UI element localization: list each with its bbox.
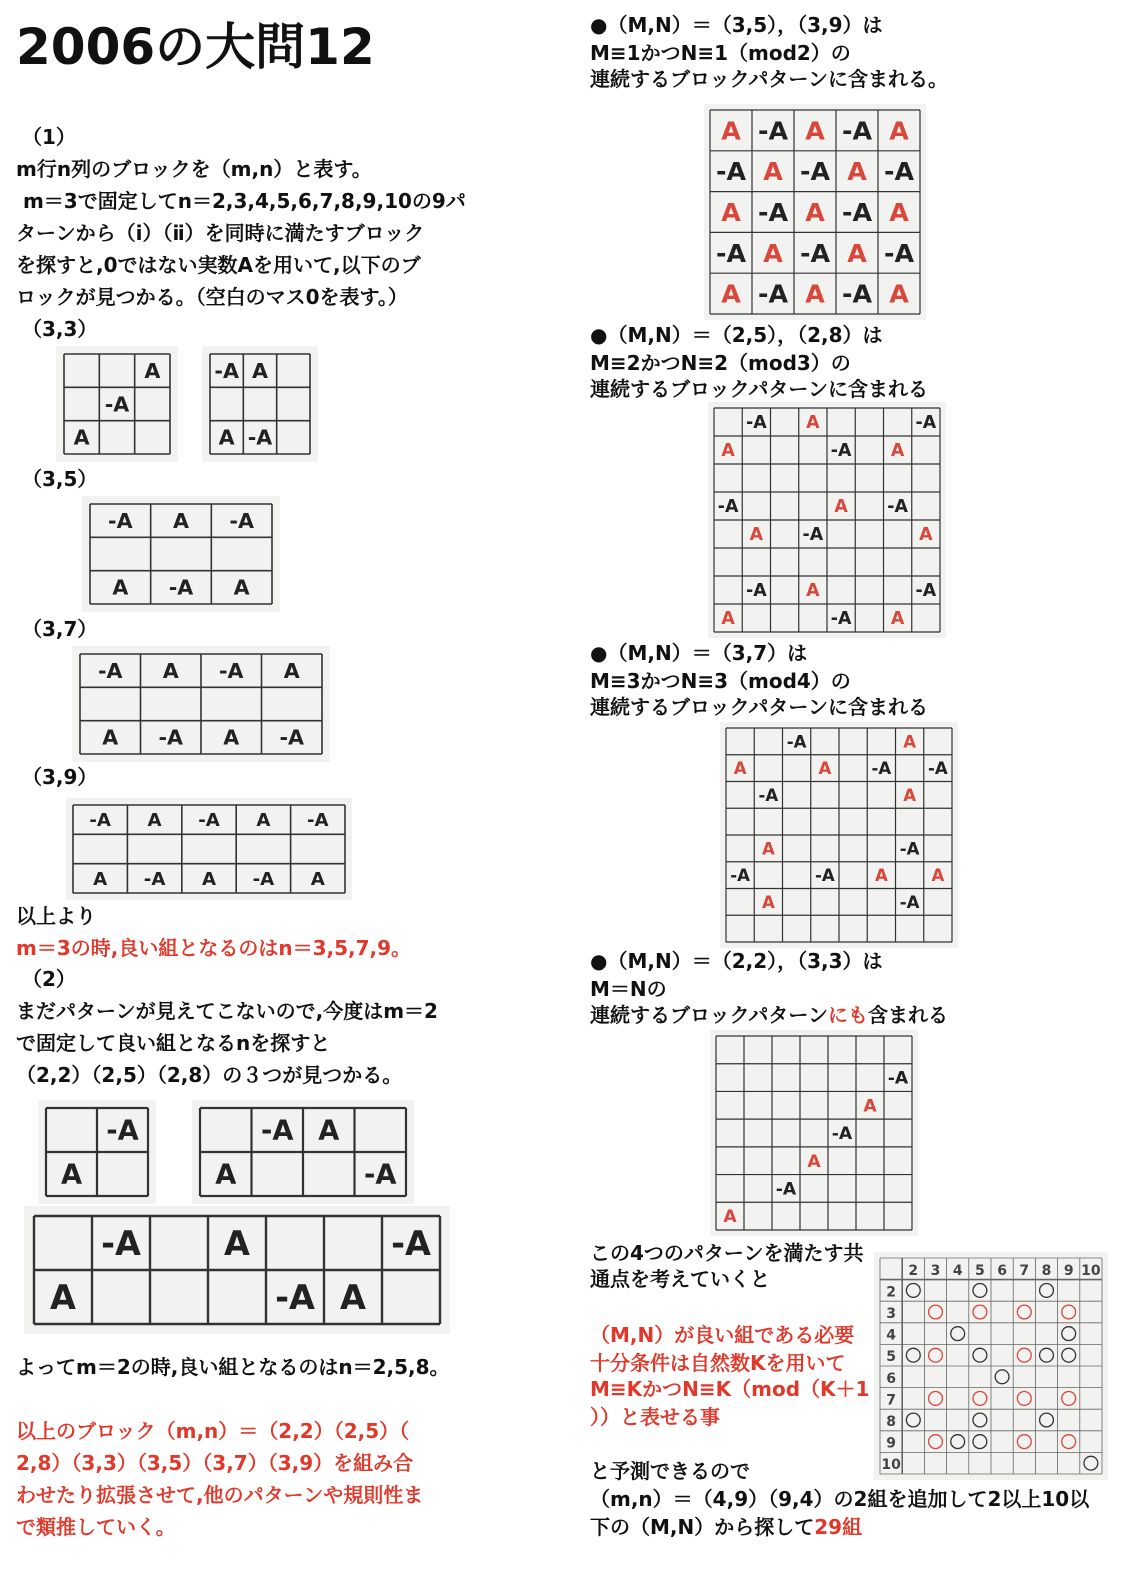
grid-cell-symbol: A <box>749 525 764 546</box>
good-pair-mark <box>973 1348 987 1362</box>
grid-cell-symbol: -A <box>143 868 166 890</box>
grid-cell-symbol: A <box>763 238 783 268</box>
good-pair-mark <box>973 1283 987 1297</box>
grid-cell-symbol: A <box>763 157 783 187</box>
grid-cell-symbol: A <box>218 425 235 450</box>
grid-cell-symbol: -A <box>775 1179 797 1200</box>
bullet-text <box>590 1002 948 1028</box>
good-pair-mark <box>929 1305 943 1319</box>
grid-cell-symbol: A <box>147 810 162 832</box>
grid-cell-symbol: -A <box>715 238 747 268</box>
table-row-header: 8 <box>886 1414 896 1431</box>
part1-text: を探すと,0ではない実数Aを用いて,以下のブ <box>16 253 421 277</box>
bullet-text: ●（M,N）＝（3,7）は <box>590 641 808 665</box>
grid-cell-symbol: -A <box>717 497 739 518</box>
block-2-2 <box>38 1100 156 1204</box>
label-3-3: （3,3） <box>22 317 98 341</box>
grid-cell-symbol: -A <box>218 659 244 683</box>
table-row-header: 5 <box>886 1349 896 1366</box>
grid-cell-symbol: A <box>723 1207 737 1228</box>
summary-highlight: 以上のブロック（m,n）＝（2,2）（2,5）（ <box>16 1419 410 1443</box>
grid-cell-symbol: -A <box>252 868 275 890</box>
bullet-text: M≡3かつN≡3（mod4）の <box>590 669 851 693</box>
label-3-5: （3,5） <box>22 467 98 491</box>
prediction-text: と予測できるので <box>590 1459 750 1483</box>
grid-cell-symbol: -A <box>261 1115 294 1147</box>
grid-cell-symbol: -A <box>786 732 807 752</box>
condition-highlight: 十分条件は自然数Kを用いて <box>590 1351 846 1375</box>
block-2-2-grid <box>38 1100 156 1204</box>
table-col-header: 7 <box>1019 1262 1030 1279</box>
good-pair-mark <box>1017 1305 1031 1319</box>
grid-cell-symbol: -A <box>168 575 194 600</box>
grid-cell-symbol: -A <box>757 279 789 309</box>
good-pair-mark <box>951 1435 965 1449</box>
condition-highlight: ））と表せる事 <box>590 1405 720 1429</box>
grid-cell-symbol: -A <box>214 359 239 383</box>
condition-highlight: （M,N）が良い組である必要 <box>590 1323 855 1347</box>
block-2-5 <box>192 1100 414 1204</box>
grid-cell-symbol: -A <box>247 425 273 450</box>
grid-cell-symbol: A <box>919 525 933 546</box>
result-count: 29組 <box>814 1515 863 1539</box>
grid-cell-symbol: A <box>340 1277 366 1317</box>
grid-cell-symbol: -A <box>89 810 112 832</box>
grid-cell-symbol: -A <box>883 238 915 268</box>
pattern-mod2 <box>704 104 926 320</box>
grid-cell-symbol: A <box>310 868 325 890</box>
part2-text: まだパターンが見えてこないので,今度はm＝2 <box>16 999 438 1023</box>
grid-cell-symbol: A <box>283 659 300 683</box>
part1-text: ロックが見つかる。（空白のマス0を表す。） <box>16 285 408 309</box>
good-pair-mark <box>1040 1283 1054 1297</box>
good-pair-mark <box>1084 1456 1098 1470</box>
prediction-text-part: 下の（M,N）から探して <box>590 1515 815 1539</box>
table-col-header: 2 <box>908 1262 919 1279</box>
summary-highlight: わせたり拡張させて,他のパターンや規則性ま <box>16 1483 424 1507</box>
part1-text: m＝3で固定してn＝2,3,4,5,6,7,8,9,10の9パ <box>16 189 466 213</box>
grid-cell-symbol: -A <box>106 1115 139 1147</box>
bullet-text: ●（M,N）＝（2,5），（2,8）は <box>590 323 883 347</box>
grid-cell-symbol: -A <box>746 413 767 434</box>
table-row-header: 10 <box>881 1457 901 1474</box>
grid-cell-symbol: -A <box>158 725 184 750</box>
summary-highlight: 2,8）（3,3）（3,5）（3,7）（3,9）を組み合 <box>16 1451 414 1475</box>
bullet-text: 連続するブロックパターンに含まれる <box>590 695 928 719</box>
grid-cell-symbol: -A <box>841 279 873 309</box>
grid-cell-symbol: A <box>805 279 825 309</box>
table-row-header: 9 <box>886 1435 896 1452</box>
grid-cell-symbol: A <box>144 359 161 383</box>
grid-cell-symbol: A <box>889 197 909 227</box>
good-pair-mark <box>1062 1391 1076 1405</box>
table-col-header: 3 <box>930 1262 941 1279</box>
table-col-header: 5 <box>975 1262 985 1279</box>
part2-heading: （2） <box>22 967 76 991</box>
block-3-3-a <box>56 346 178 462</box>
grid-cell-symbol: A <box>162 659 179 683</box>
grid-cell-symbol: -A <box>915 413 937 434</box>
grid-cell-symbol: A <box>806 413 820 434</box>
grid-cell-symbol: -A <box>830 441 852 462</box>
pattern-mod4-grid <box>720 722 958 948</box>
grid-cell-symbol: -A <box>799 238 831 268</box>
grid-cell-symbol: -A <box>802 525 824 546</box>
grid-cell-symbol: A <box>215 1159 237 1191</box>
grid-cell-symbol: A <box>903 785 917 805</box>
condition-highlight: M≡KかつN≡K（mod（K＋1 <box>590 1377 870 1401</box>
grid-cell-symbol: -A <box>887 497 908 518</box>
grid-cell-symbol: -A <box>104 392 130 417</box>
grid-cell-symbol: A <box>721 441 735 462</box>
good-pair-mark <box>906 1348 920 1362</box>
grid-cell-symbol: A <box>863 1096 877 1117</box>
block-2-8-grid <box>24 1206 450 1334</box>
grid-cell-symbol: A <box>233 575 250 600</box>
block-2-5-grid <box>192 1100 414 1204</box>
grid-cell-symbol: A <box>223 725 240 750</box>
grid-cell-symbol: -A <box>364 1159 397 1191</box>
table-col-header: 8 <box>1041 1262 1052 1279</box>
grid-cell-symbol: A <box>93 868 108 890</box>
result-table-grid <box>874 1252 1108 1480</box>
grid-cell-symbol: -A <box>279 725 305 750</box>
grid-cell-symbol: A <box>733 759 747 779</box>
grid-cell-symbol: A <box>931 866 945 886</box>
good-pair-mark <box>1062 1348 1076 1362</box>
good-pair-mark <box>973 1435 987 1449</box>
grid-cell-symbol: A <box>721 609 735 630</box>
table-col-header: 10 <box>1081 1262 1101 1279</box>
part2-text: で固定して良い組となるnを探すと <box>16 1031 331 1055</box>
part2-text: （2,2）（2,5）（2,8）の３つが見つかる。 <box>16 1063 403 1087</box>
grid-cell-symbol: A <box>721 197 741 227</box>
grid-cell-symbol: -A <box>730 866 750 886</box>
grid-cell-symbol: A <box>890 441 905 462</box>
summary-highlight: で類推していく。 <box>16 1515 176 1539</box>
grid-cell-symbol: -A <box>928 759 948 779</box>
grid-cell-symbol: -A <box>101 1223 141 1263</box>
grid-cell-symbol: -A <box>229 509 254 533</box>
grid-cell-symbol: A <box>805 116 825 146</box>
grid-cell-symbol: -A <box>899 839 920 859</box>
grid-cell-symbol: -A <box>746 581 767 602</box>
result-table <box>874 1252 1108 1480</box>
grid-cell-symbol: A <box>256 810 271 832</box>
page-title: 2006の大問12 <box>16 18 375 76</box>
table-col-header: 9 <box>1063 1262 1074 1279</box>
grid-cell-symbol: A <box>252 359 268 383</box>
bullet-text: 連続するブロックパターンに含まれる。 <box>590 67 948 91</box>
block-3-7-grid <box>72 646 330 762</box>
grid-cell-symbol: A <box>834 497 848 518</box>
good-pair-mark <box>1062 1435 1076 1449</box>
label-3-7: （3,7） <box>22 617 98 641</box>
bullet-text-part: 含まれる <box>868 1003 948 1027</box>
conclusion-highlight: m＝3の時,良い組となるのはn＝3,5,7,9。 <box>16 936 412 960</box>
table-row-header: 6 <box>886 1370 896 1387</box>
pattern-mod2-grid <box>704 104 926 320</box>
grid-cell-symbol: -A <box>871 759 892 779</box>
bullet-text: ●（M,N）＝（3,5），（3,9）は <box>590 13 883 37</box>
pattern-diagonal <box>710 1030 918 1236</box>
grid-cell-symbol: A <box>805 197 825 227</box>
grid-cell-symbol: -A <box>757 197 789 227</box>
block-3-5-grid <box>82 496 280 612</box>
grid-cell-symbol: A <box>889 279 909 309</box>
pattern-diagonal-grid <box>710 1030 918 1236</box>
table-row-header: 4 <box>886 1327 896 1344</box>
good-pair-mark <box>1017 1348 1031 1362</box>
good-pair-mark <box>1040 1348 1054 1362</box>
grid-cell-symbol: -A <box>758 785 779 805</box>
grid-cell-symbol: -A <box>841 116 873 146</box>
good-pair-mark <box>1062 1327 1076 1341</box>
good-pair-mark <box>1017 1391 1031 1405</box>
grid-cell-symbol: A <box>102 725 119 750</box>
bullet-text: M≡1かつN≡1（mod2）の <box>590 41 851 65</box>
grid-cell-symbol: -A <box>108 509 133 533</box>
table-row-header: 3 <box>886 1306 896 1323</box>
label-3-9: （3,9） <box>22 765 98 789</box>
grid-cell-symbol: -A <box>275 1277 315 1317</box>
prediction-text <box>590 1514 862 1540</box>
good-pair-mark <box>973 1305 987 1319</box>
grid-cell-symbol: A <box>318 1115 340 1147</box>
grid-cell-symbol: A <box>761 892 775 912</box>
block-3-9 <box>66 798 352 900</box>
grid-cell-symbol: A <box>890 609 905 630</box>
pattern-mod3 <box>708 402 946 638</box>
good-pair-mark <box>929 1391 943 1405</box>
good-pair-mark <box>1040 1413 1054 1427</box>
good-pair-mark <box>1062 1305 1076 1319</box>
bullet-text: M≡2かつN≡2（mod3）の <box>590 351 851 375</box>
pattern-mod4 <box>720 722 958 948</box>
good-pair-mark <box>951 1327 965 1341</box>
grid-cell-symbol: A <box>201 868 217 890</box>
grid-cell-symbol: -A <box>831 1124 853 1145</box>
bullet-text-part: 連続するブロックパターン <box>590 1003 828 1027</box>
grid-cell-symbol: A <box>807 1151 821 1172</box>
grid-cell-symbol: -A <box>887 1068 909 1089</box>
grid-cell-symbol: A <box>874 866 888 886</box>
block-3-5 <box>82 496 280 612</box>
part1-text: ターンから（i）（ⅱ）を同時に満たすブロック <box>16 221 425 245</box>
conclusion-text: 以上より <box>16 904 96 928</box>
common-text: 通点を考えていくと <box>590 1267 770 1291</box>
part1-text: m行n列のブロックを（m,n）と表す。 <box>16 157 372 181</box>
grid-cell-symbol: -A <box>841 197 873 227</box>
block-3-9-grid <box>66 798 352 900</box>
grid-cell-symbol: -A <box>799 157 831 187</box>
prediction-text: （m,n）＝（4,9）（9,4）の2組を追加して2以上10以 <box>590 1487 1090 1511</box>
good-pair-mark <box>1017 1435 1031 1449</box>
grid-cell-symbol: A <box>818 759 832 779</box>
common-text: この4つのパターンを満たす共 <box>590 1241 864 1265</box>
grid-cell-symbol: -A <box>306 810 329 832</box>
grid-cell-symbol: A <box>761 839 775 859</box>
grid-cell-symbol: A <box>903 732 917 752</box>
grid-cell-symbol: A <box>73 425 90 450</box>
grid-cell-symbol: -A <box>915 581 937 602</box>
bullet-text: ●（M,N）＝（2,2），（3,3）は <box>590 949 883 973</box>
table-col-header: 4 <box>952 1262 963 1279</box>
block-3-3-a-grid <box>56 346 178 462</box>
good-pair-mark <box>995 1370 1009 1384</box>
pattern-mod3-grid <box>708 402 946 638</box>
good-pair-mark <box>929 1435 943 1449</box>
grid-cell-symbol: A <box>173 509 189 533</box>
grid-cell-symbol: A <box>50 1277 76 1317</box>
grid-cell-symbol: -A <box>198 810 220 832</box>
bullet-text: 連続するブロックパターンに含まれる <box>590 377 928 401</box>
grid-cell-symbol: A <box>60 1159 83 1191</box>
block-3-7 <box>72 646 330 762</box>
grid-cell-symbol: -A <box>899 892 920 912</box>
emphasis-text: にも <box>828 1003 868 1027</box>
good-pair-mark <box>973 1413 987 1427</box>
grid-cell-symbol: -A <box>883 157 915 187</box>
part1-heading: （1） <box>22 125 76 149</box>
conclusion-text: よってm＝2の時,良い組となるのはn＝2,5,8。 <box>16 1355 450 1379</box>
grid-cell-symbol: -A <box>830 609 852 630</box>
grid-cell-symbol: A <box>721 279 741 309</box>
good-pair-mark <box>906 1283 920 1297</box>
grid-cell-symbol: A <box>224 1223 250 1263</box>
grid-cell-symbol: A <box>112 575 129 600</box>
grid-cell-symbol: A <box>847 157 867 187</box>
table-row-header: 2 <box>886 1284 896 1301</box>
grid-cell-symbol: -A <box>715 157 747 187</box>
good-pair-mark <box>973 1391 987 1405</box>
bullet-text: M＝Nの <box>590 977 667 1001</box>
block-3-3-b-grid <box>202 346 318 462</box>
grid-cell-symbol: A <box>847 238 867 268</box>
grid-cell-symbol: -A <box>757 116 789 146</box>
grid-cell-symbol: -A <box>815 866 835 886</box>
grid-cell-symbol: A <box>889 116 909 146</box>
grid-cell-symbol: A <box>806 581 820 602</box>
grid-cell-symbol: -A <box>97 659 123 683</box>
good-pair-mark <box>906 1413 920 1427</box>
grid-cell-symbol: A <box>721 116 741 146</box>
table-col-header: 6 <box>997 1262 1007 1279</box>
table-row-header: 7 <box>886 1392 896 1409</box>
grid-cell-symbol: -A <box>391 1223 431 1263</box>
block-2-8 <box>24 1206 450 1334</box>
good-pair-mark <box>929 1348 943 1362</box>
block-3-3-b <box>202 346 318 462</box>
